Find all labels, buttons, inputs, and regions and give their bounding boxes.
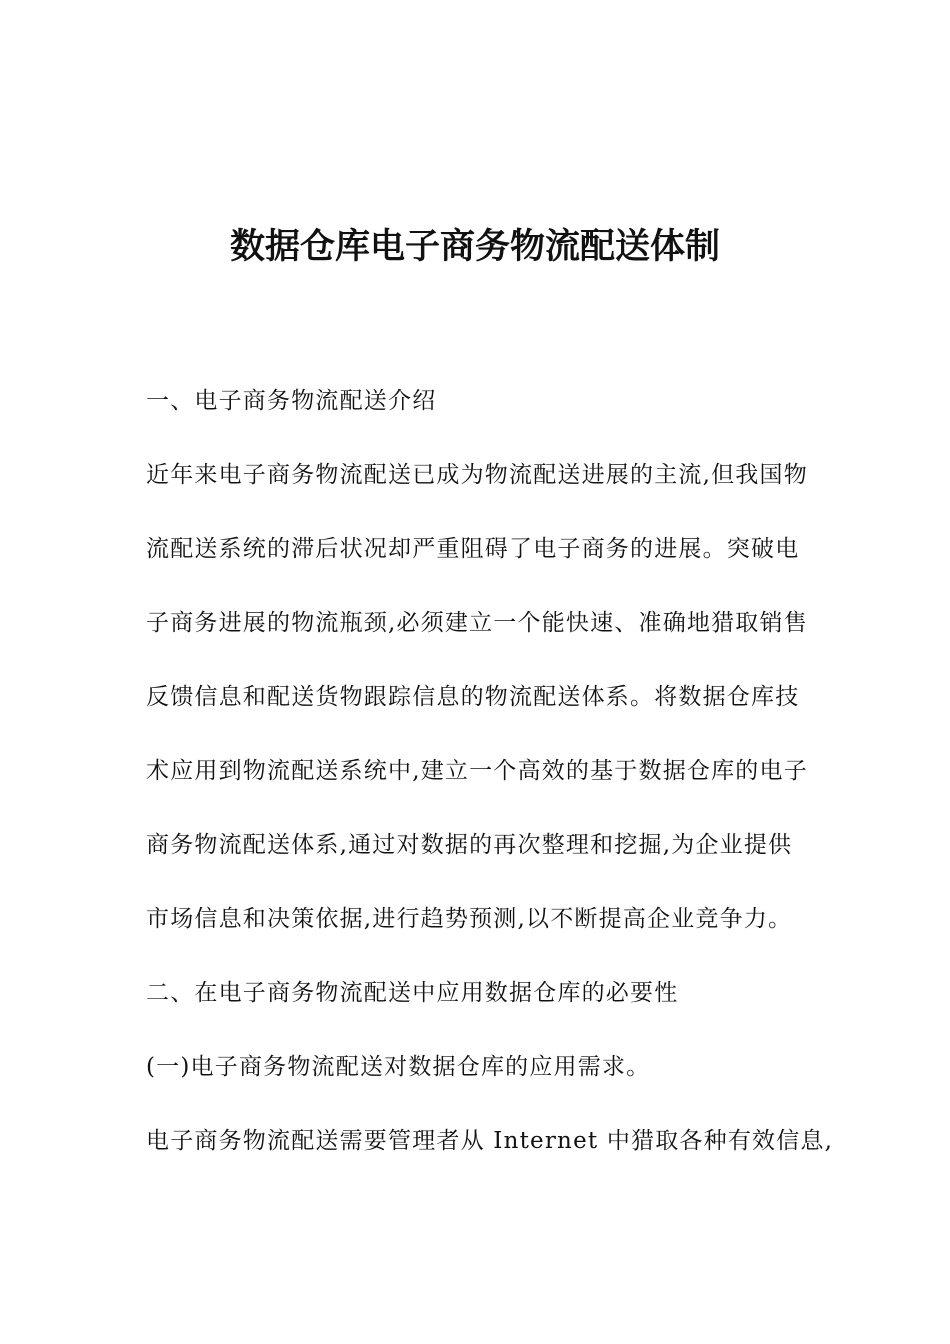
body-line: 流配送系统的滞后状况却严重阻碍了电子商务的进展。突破电 [146, 536, 800, 562]
subsection-heading: (一)电子商务物流配送对数据仓库的应用需求。 [146, 1054, 651, 1080]
body-line: 商务物流配送体系,通过对数据的再次整理和挖掘,为企业提供 [146, 832, 793, 858]
document-body [146, 378, 834, 1192]
body-line: 术应用到物流配送系统中,建立一个高效的基于数据仓库的电子 [146, 758, 808, 784]
body-line: 子商务进展的物流瓶颈,必须建立一个能快速、准确地猎取销售 [146, 610, 808, 636]
section-heading-intro: 一、电子商务物流配送介绍 [146, 388, 437, 414]
body-line: 反馈信息和配送货物跟踪信息的物流配送体系。将数据仓库技 [146, 684, 800, 710]
section-heading-necessity: 二、在电子商务物流配送中应用数据仓库的必要性 [146, 980, 679, 1006]
document-title: 数据仓库电子商务物流配送体制 [229, 227, 720, 267]
body-line: 电子商务物流配送需要管理者从 Internet 中猎取各种有效信息, [146, 1128, 834, 1154]
body-line: 市场信息和决策依据,进行趋势预测,以不断提高企业竞争力。 [146, 906, 793, 932]
body-line: 近年来电子商务物流配送已成为物流配送进展的主流,但我国物 [146, 462, 808, 488]
